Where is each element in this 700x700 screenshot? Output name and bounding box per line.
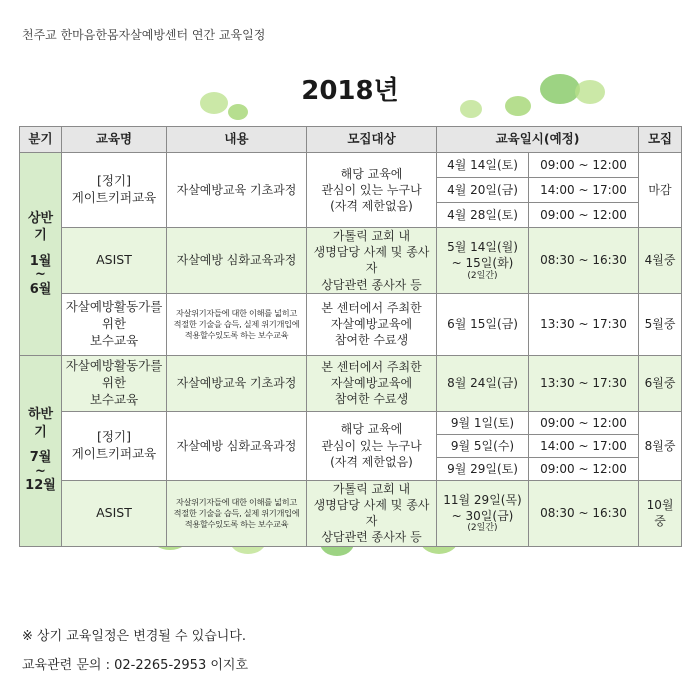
table-header-row (20, 127, 682, 153)
course-cell: 자살예방활동가를 위한 보수교육 (62, 293, 167, 355)
recruit-cell: 6월중 (639, 355, 682, 411)
target-cell: 본 센터에서 주최한 자살예방교육에 참여한 수료생 (307, 293, 437, 355)
header-term: 분기 (20, 127, 62, 153)
course-cell: [정기] 게이트키퍼교육 (62, 153, 167, 228)
date-cell: 9월 29일(토) (437, 457, 529, 480)
time-cell: 09:00 ~ 12:00 (529, 203, 639, 228)
content-cell: 자살예방 심화교육과정 (167, 228, 307, 294)
course-cell: ASIST (62, 480, 167, 546)
date-cell: 9월 5일(수) (437, 434, 529, 457)
date-cell: 9월 1일(토) (437, 411, 529, 434)
content-cell: 자살위기자들에 대한 이해를 넓히고 적절한 기술을 습득, 실제 위기개입에 적용할수있도록 하는 보수교육 (167, 293, 307, 355)
table-row (20, 411, 682, 434)
content-cell: 자살예방교육 기초과정 (167, 153, 307, 228)
content-cell: 자살위기자들에 대한 이해를 넓히고 적절한 기술을 습득, 실제 위기개입에 적용할수있도록 하는 보수교육 (167, 480, 307, 546)
date-note: (2일간) (467, 270, 498, 281)
date-note: (2일간) (467, 523, 498, 534)
recruit-cell: 8월중 (639, 411, 682, 480)
time-cell: 09:00 ~ 12:00 (529, 457, 639, 480)
table-row (20, 355, 682, 411)
recruit-cell: 10월중 (639, 480, 682, 546)
target-cell: 해당 교육에 관심이 있는 누구나 (자격 제한없음) (307, 153, 437, 228)
header-schedule: 교육일시(예정) (437, 127, 639, 153)
content-cell: 자살예방교육 기초과정 (167, 355, 307, 411)
time-cell: 09:00 ~ 12:00 (529, 153, 639, 178)
table-row (20, 480, 682, 546)
time-cell: 08:30 ~ 16:30 (529, 228, 639, 294)
date-cell: 4월 14일(토) (437, 153, 529, 178)
course-cell: ASIST (62, 228, 167, 294)
course-cell: [정기] 게이트키퍼교육 (62, 411, 167, 480)
recruit-cell: 4월중 (639, 228, 682, 294)
header-target: 모집대상 (307, 127, 437, 153)
contact-info: 교육관련 문의 : 02-2265-2953 이지호 (22, 658, 249, 673)
header-course: 교육명 (62, 127, 167, 153)
target-cell: 본 센터에서 주최한 자살예방교육에 참여한 수료생 (307, 355, 437, 411)
content-cell: 자살예방 심화교육과정 (167, 411, 307, 480)
time-cell: 13:30 ~ 17:30 (529, 355, 639, 411)
table-row (20, 293, 682, 355)
date-cell: 11월 29일(목) ~ 30일(금) (2일간) (437, 480, 529, 546)
header-content: 내용 (167, 127, 307, 153)
time-cell: 08:30 ~ 16:30 (529, 480, 639, 546)
target-cell: 가톨릭 교회 내 생명담당 사제 및 종사자 상담관련 종사자 등 (307, 228, 437, 294)
course-cell: 자살예방활동가를 위한 보수교육 (62, 355, 167, 411)
term-second-half: 하반기 7월 ~ 12월 (20, 355, 62, 546)
time-cell: 14:00 ~ 17:00 (529, 434, 639, 457)
recruit-cell: 5월중 (639, 293, 682, 355)
target-cell: 해당 교육에 관심이 있는 누구나 (자격 제한없음) (307, 411, 437, 480)
date-cell: 8월 24일(금) (437, 355, 529, 411)
time-cell: 13:30 ~ 17:30 (529, 293, 639, 355)
time-cell: 14:00 ~ 17:00 (529, 178, 639, 203)
schedule-table (19, 126, 682, 547)
time-cell: 09:00 ~ 12:00 (529, 411, 639, 434)
date-cell: 5월 14일(월) ~ 15일(화) (2일간) (437, 228, 529, 294)
page-title: 2018년 (301, 76, 399, 106)
date-cell: 4월 20일(금) (437, 178, 529, 203)
term-first-half: 상반기 1월 ~ 6월 (20, 153, 62, 356)
date-cell: 4월 28일(토) (437, 203, 529, 228)
date-cell: 6월 15일(금) (437, 293, 529, 355)
table-row (20, 228, 682, 294)
page-caption: 천주교 한마음한몸자살예방센터 연간 교육일정 (22, 28, 266, 42)
recruit-cell: 마감 (639, 153, 682, 228)
table-row (20, 153, 682, 178)
change-notice: ※ 상기 교육일정은 변경될 수 있습니다. (22, 629, 247, 644)
header-recruit: 모집 (639, 127, 682, 153)
target-cell: 가톨릭 교회 내 생명담당 사제 및 종사자 상담관련 종사자 등 (307, 480, 437, 546)
